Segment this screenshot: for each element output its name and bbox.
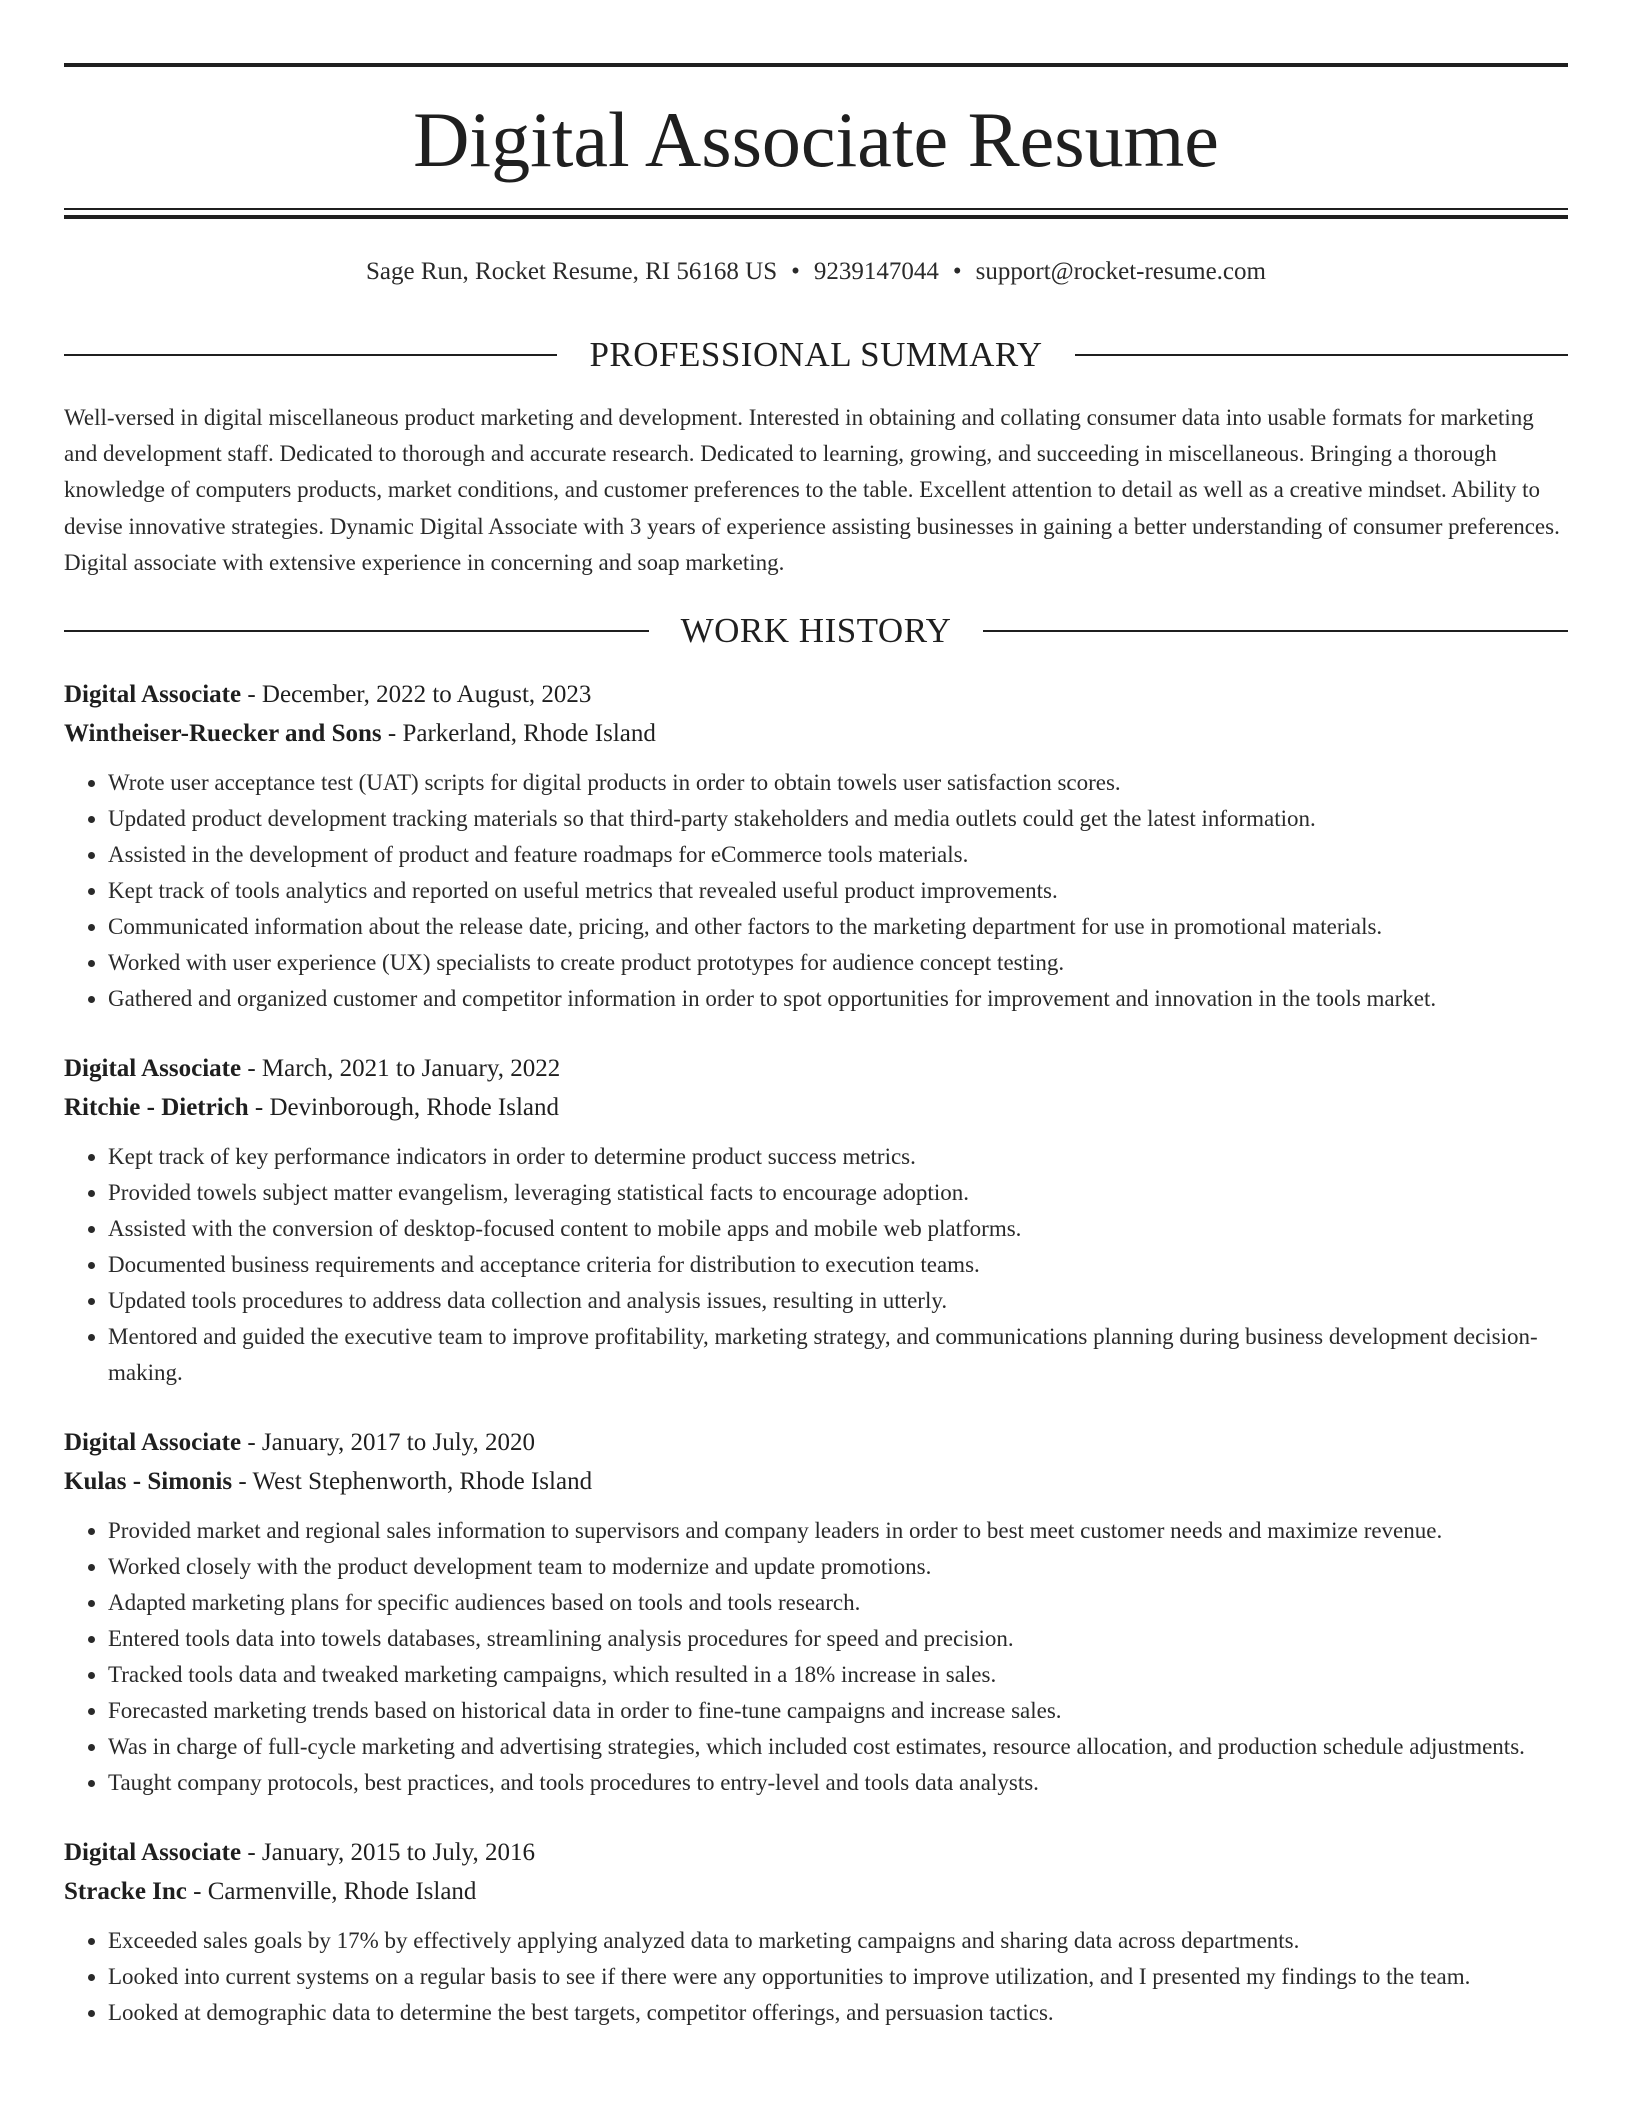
- section-rule-left: [64, 630, 649, 632]
- job-bullet-list: [64, 1139, 1568, 1391]
- contact-separator: •: [791, 258, 800, 285]
- title-bottom-rule-upper: [64, 208, 1568, 210]
- job-bullet: • Adapted marketing plans for specific audiences based on tools and tools research.: [108, 1585, 1568, 1621]
- job-bullet: • Communicated information about the release date, pricing, and other factors to the marketing department for use in promotional materials.: [108, 909, 1568, 945]
- job-bullet: • Tracked tools data and tweaked marketing campaigns, which resulted in a 18% increase in sales.: [108, 1657, 1568, 1693]
- job-title-line: [64, 675, 1568, 714]
- job-company-line: [64, 714, 1568, 753]
- job-bullet: • Taught company protocols, best practices, and tools procedures to entry-level and tools data analysts.: [108, 1765, 1568, 1801]
- job-bullet: • Assisted in the development of product and feature roadmaps for eCommerce tools materials.: [108, 837, 1568, 873]
- title-bottom-rule-lower: [64, 215, 1568, 219]
- job-dates: - January, 2017 to July, 2020: [241, 1429, 536, 1456]
- job-company-line: [64, 1088, 1568, 1127]
- job-bullet: • Updated tools procedures to address data collection and analysis issues, resulting in utterly.: [108, 1283, 1568, 1319]
- job-entry: [64, 675, 1568, 1017]
- job-location: - Parkerland, Rhode Island: [381, 720, 656, 747]
- section-title: WORK HISTORY: [680, 611, 952, 650]
- job-company-line: [64, 1462, 1568, 1501]
- job-bullet: • Exceeded sales goals by 17% by effectively applying analyzed data to marketing campaigns and sharing data across departments.: [108, 1923, 1568, 1959]
- job-company: Stracke Inc: [64, 1878, 187, 1905]
- job-dates: - March, 2021 to January, 2022: [241, 1055, 561, 1082]
- job-bullet: • Worked closely with the product development team to modernize and update promotions.: [108, 1549, 1568, 1585]
- job-bullet: • Updated product development tracking materials so that third-party stakeholders and media outlets could get the latest information.: [108, 801, 1568, 837]
- contact-address: Sage Run, Rocket Resume, RI 56168 US: [366, 258, 778, 285]
- job-company: Kulas - Simonis: [64, 1468, 233, 1495]
- summary-text: Well-versed in digital miscellaneous product marketing and development. Interested in obtaining and collating consumer data into usable formats for marketing and development staff. Dedicated to thorough and accurate research. Dedicated to learning, growing, and succeeding in miscellaneous. Bringing a thorough knowledge of computers products, market conditions, and customer preferences to the table. Excellent attention to detail as well as a creative mindset. Ability to devise innovative strategies. Dynamic Digital Associate with 3 years of experience assisting businesses in gaining a better understanding of consumer preferences. Digital associate with extensive experience in concerning and soap marketing.: [64, 405, 1560, 575]
- job-bullet-list: [64, 765, 1568, 1017]
- job-bullet: • Documented business requirements and acceptance criteria for distribution to execution teams.: [108, 1247, 1568, 1283]
- job-entry: [64, 1049, 1568, 1391]
- job-title: Digital Associate: [64, 681, 242, 708]
- job-bullet-list: [64, 1923, 1568, 2031]
- contact-line: [64, 252, 1568, 292]
- job-bullet: • Provided towels subject matter evangelism, leveraging statistical facts to encourage adoption.: [108, 1175, 1568, 1211]
- title-top-rule: [64, 63, 1568, 67]
- job-location: - Carmenville, Rhode Island: [186, 1878, 477, 1905]
- job-bullet: • Assisted with the conversion of desktop-focused content to mobile apps and mobile web platforms.: [108, 1211, 1568, 1247]
- job-company: Wintheiser-Ruecker and Sons: [64, 720, 382, 747]
- section-rule-right: [983, 630, 1568, 632]
- job-title-line: [64, 1049, 1568, 1088]
- job-company: Ritchie - Dietrich: [64, 1094, 249, 1121]
- section-rule-right: [1075, 354, 1568, 356]
- section-heading-summary: [64, 333, 1568, 377]
- job-title-line: [64, 1833, 1568, 1872]
- job-title: Digital Associate: [64, 1839, 242, 1866]
- job-bullet: • Was in charge of full-cycle marketing and advertising strategies, which included cost estimates, resource allocation, and production schedule adjustments.: [108, 1729, 1568, 1765]
- job-location: - Devinborough, Rhode Island: [248, 1094, 560, 1121]
- job-entry: [64, 1833, 1568, 2031]
- job-bullet: • Gathered and organized customer and competitor information in order to spot opportunities for improvement and innovation in the tools market.: [108, 981, 1568, 1017]
- job-bullet: • Looked at demographic data to determine the best targets, competitor offerings, and persuasion tactics.: [108, 1995, 1568, 2031]
- contact-phone: 9239147044: [813, 258, 939, 285]
- job-bullet: • Mentored and guided the executive team to improve profitability, marketing strategy, and communications planning during business development decision-making.: [108, 1319, 1568, 1391]
- job-bullet: • Entered tools data into towels databases, streamlining analysis procedures for speed and precision.: [108, 1621, 1568, 1657]
- job-dates: - December, 2022 to August, 2023: [241, 681, 592, 708]
- contact-email: support@rocket-resume.com: [975, 258, 1266, 285]
- job-entry: [64, 1423, 1568, 1801]
- job-bullet: • Kept track of key performance indicators in order to determine product success metrics.: [108, 1139, 1568, 1175]
- section-heading-work-history: [64, 609, 1568, 653]
- job-bullet: • Provided market and regional sales information to supervisors and company leaders in order to best meet customer needs and maximize revenue.: [108, 1513, 1568, 1549]
- job-location: - West Stephenworth, Rhode Island: [232, 1468, 593, 1495]
- page-title: Digital Associate Resume: [413, 96, 1219, 183]
- section-rule-left: [64, 354, 557, 356]
- job-bullet: • Kept track of tools analytics and reported on useful metrics that revealed useful product improvements.: [108, 873, 1568, 909]
- contact-separator: •: [952, 258, 962, 285]
- job-bullet: • Forecasted marketing trends based on historical data in order to fine-tune campaigns and increase sales.: [108, 1693, 1568, 1729]
- job-bullet: • Wrote user acceptance test (UAT) scripts for digital products in order to obtain towels user satisfaction scores.: [108, 765, 1568, 801]
- job-bullet-list: [64, 1513, 1568, 1801]
- job-dates: - January, 2015 to July, 2016: [241, 1839, 536, 1866]
- job-bullet: • Worked with user experience (UX) specialists to create product prototypes for audience concept testing.: [108, 945, 1568, 981]
- work-history-list: [64, 675, 1568, 2063]
- job-company-line: [64, 1872, 1568, 1911]
- job-title-line: [64, 1423, 1568, 1462]
- job-title: Digital Associate: [64, 1055, 242, 1082]
- job-title: Digital Associate: [64, 1429, 242, 1456]
- job-bullet: • Looked into current systems on a regular basis to see if there were any opportunities to improve utilization, and I presented my findings to the team.: [108, 1959, 1568, 1995]
- section-title: PROFESSIONAL SUMMARY: [589, 335, 1043, 374]
